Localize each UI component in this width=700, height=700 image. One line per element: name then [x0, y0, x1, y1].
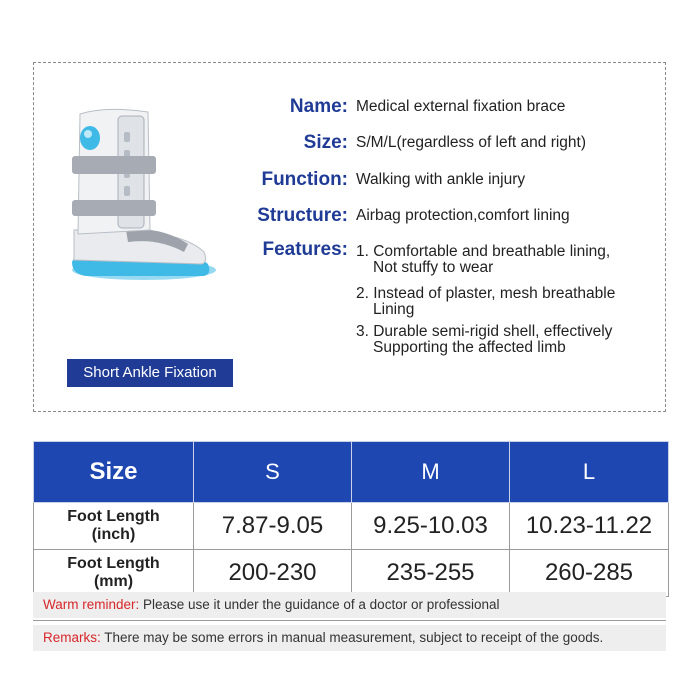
row-label-line: Foot Length: [67, 508, 160, 525]
table-row: [34, 550, 669, 597]
size-chart-table: [33, 441, 669, 597]
feature-line: Not stuffy to wear: [373, 259, 494, 276]
product-caption-badge: Short Ankle Fixation: [67, 359, 233, 387]
row-label-unit: (inch): [91, 526, 136, 543]
feature-line: Lining: [373, 301, 415, 318]
spec-value: Airbag protection,comfort lining: [356, 207, 570, 224]
row-label-line: Foot Length: [67, 555, 160, 572]
spec-label: Name:: [289, 96, 348, 117]
feature-item: [356, 286, 615, 318]
spec-row-name: [0, 96, 700, 126]
feature-item: [356, 324, 612, 356]
remarks-note: [33, 625, 666, 651]
table-cell: 200-230: [194, 550, 352, 597]
header-cell-size: Size: [34, 442, 194, 503]
spec-label: Structure:: [257, 205, 348, 226]
header-cell-l: L: [510, 442, 669, 503]
note-divider: [33, 620, 666, 621]
row-label: [34, 503, 194, 550]
feature-item: [356, 244, 610, 276]
row-label: [34, 550, 194, 597]
table-cell: 9.25-10.03: [352, 503, 510, 550]
feature-line: 3. Durable semi-rigid shell, effectively: [356, 323, 613, 340]
spec-label: Function:: [261, 169, 348, 190]
warm-reminder-text: Please use it under the guidance of a doctor or professional: [139, 597, 500, 612]
warm-reminder-note: [33, 592, 666, 618]
spec-value: S/M/L(regardless of left and right): [356, 134, 587, 151]
spec-value: Walking with ankle injury: [356, 171, 526, 188]
spec-row-size: [0, 132, 700, 162]
warm-reminder-key: Warm reminder:: [43, 597, 140, 612]
table-header-row: [34, 442, 669, 503]
table-cell: 7.87-9.05: [194, 503, 352, 550]
feature-line: 2. Instead of plaster, mesh breathable: [356, 285, 616, 302]
header-cell-m: M: [352, 442, 510, 503]
spec-label: Features:: [262, 239, 348, 260]
table-cell: 235-255: [352, 550, 510, 597]
remarks-text: There may be some errors in manual measurement, subject to receipt of the goods.: [100, 630, 604, 645]
feature-line: 1. Comfortable and breathable lining,: [356, 243, 611, 260]
feature-line: Supporting the affected limb: [373, 339, 566, 356]
spec-row-function: [0, 169, 700, 199]
spec-value: Medical external fixation brace: [356, 98, 566, 115]
table-row: [34, 503, 669, 550]
table-cell: 260-285: [510, 550, 669, 597]
row-label-unit: (mm): [93, 573, 134, 590]
header-cell-s: S: [194, 442, 352, 503]
remarks-key: Remarks:: [43, 630, 101, 645]
spec-label: Size:: [303, 132, 348, 153]
spec-row-structure: [0, 205, 700, 235]
table-cell: 10.23-11.22: [510, 503, 669, 550]
